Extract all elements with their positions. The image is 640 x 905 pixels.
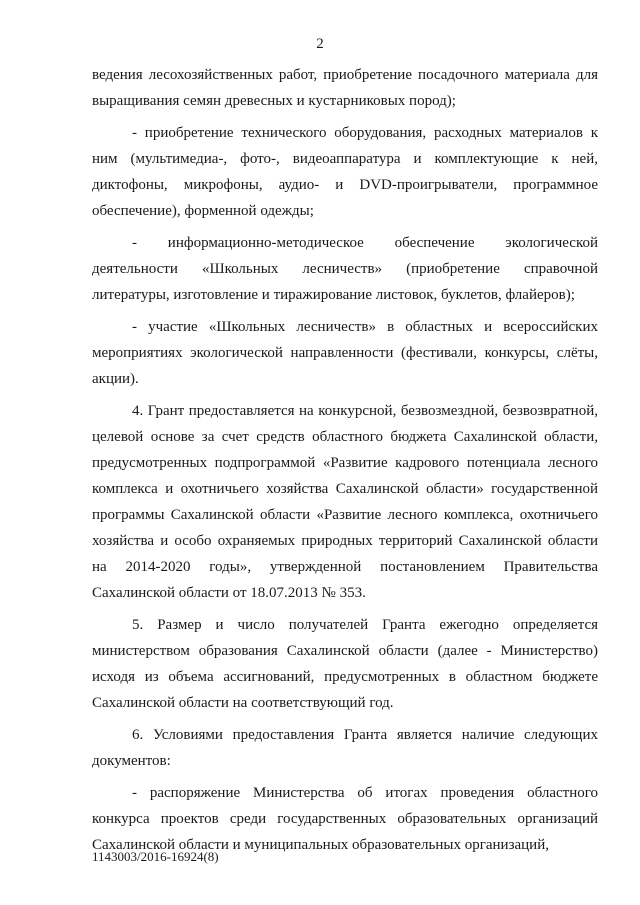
paragraph-order: - распоряжение Министерства об итогах проведения областного конкурса проектов среди государственных образовательных организаций Сахалинской области и муниципальных образовательных организаций, — [92, 785, 598, 853]
paragraph-continuation: ведения лесохозяйственных работ, приобретение посадочного материала для выращивания семян древесных и кустарниковых пород); — [92, 67, 598, 109]
paragraph-equipment: - приобретение технического оборудования, расходных материалов к ним (мультимедиа-, фото-, видеоаппаратура и комплектующие к ней, диктофоны, микрофоны, аудио- и DVD-проигрыватели, программное обеспечение), форменной одежды; — [92, 125, 598, 219]
paragraph-item-6: 6. Условиями предоставления Гранта является наличие следующих документов: — [92, 727, 598, 769]
paragraph-item-4: 4. Грант предоставляется на конкурсной, безвозмездной, безвозвратной, целевой основе за счет средств областного бюджета Сахалинской области, предусмотренных подпрограммой «Развитие кадрового потенциала лесного комплекса и охотничьего хозяйства Сахалинской области» государственной программы Сахалинской области «Развитие лесного комплекса, охотничьего хозяйства и особо охраняемых природных территорий Сахалинской области на 2014-2020 годы», утвержденной постановлением Правительства Сахалинской области от 18.07.2013 № 353. — [92, 403, 598, 601]
paragraph-item-5: 5. Размер и число получателей Гранта ежегодно определяется министерством образования Сахалинской области (далее - Министерство) исходя из объема ассигнований, предусмотренных в областном бюджете Сахалинской области на соответствующий год. — [92, 617, 598, 711]
document-code: 1143003/2016-16924(8) — [92, 849, 219, 864]
document-body — [92, 62, 598, 864]
paragraph-participation: - участие «Школьных лесничеств» в областных и всероссийских мероприятиях экологической направленности (фестивали, конкурсы, слёты, акции). — [92, 319, 598, 387]
paragraph-methodical-support: - информационно-методическое обеспечение экологической деятельности «Школьных лесничеств» (приобретение справочной литературы, изготовление и тиражирование листовок, буклетов, флайеров); — [92, 235, 598, 303]
page-number: 2 — [316, 36, 324, 52]
